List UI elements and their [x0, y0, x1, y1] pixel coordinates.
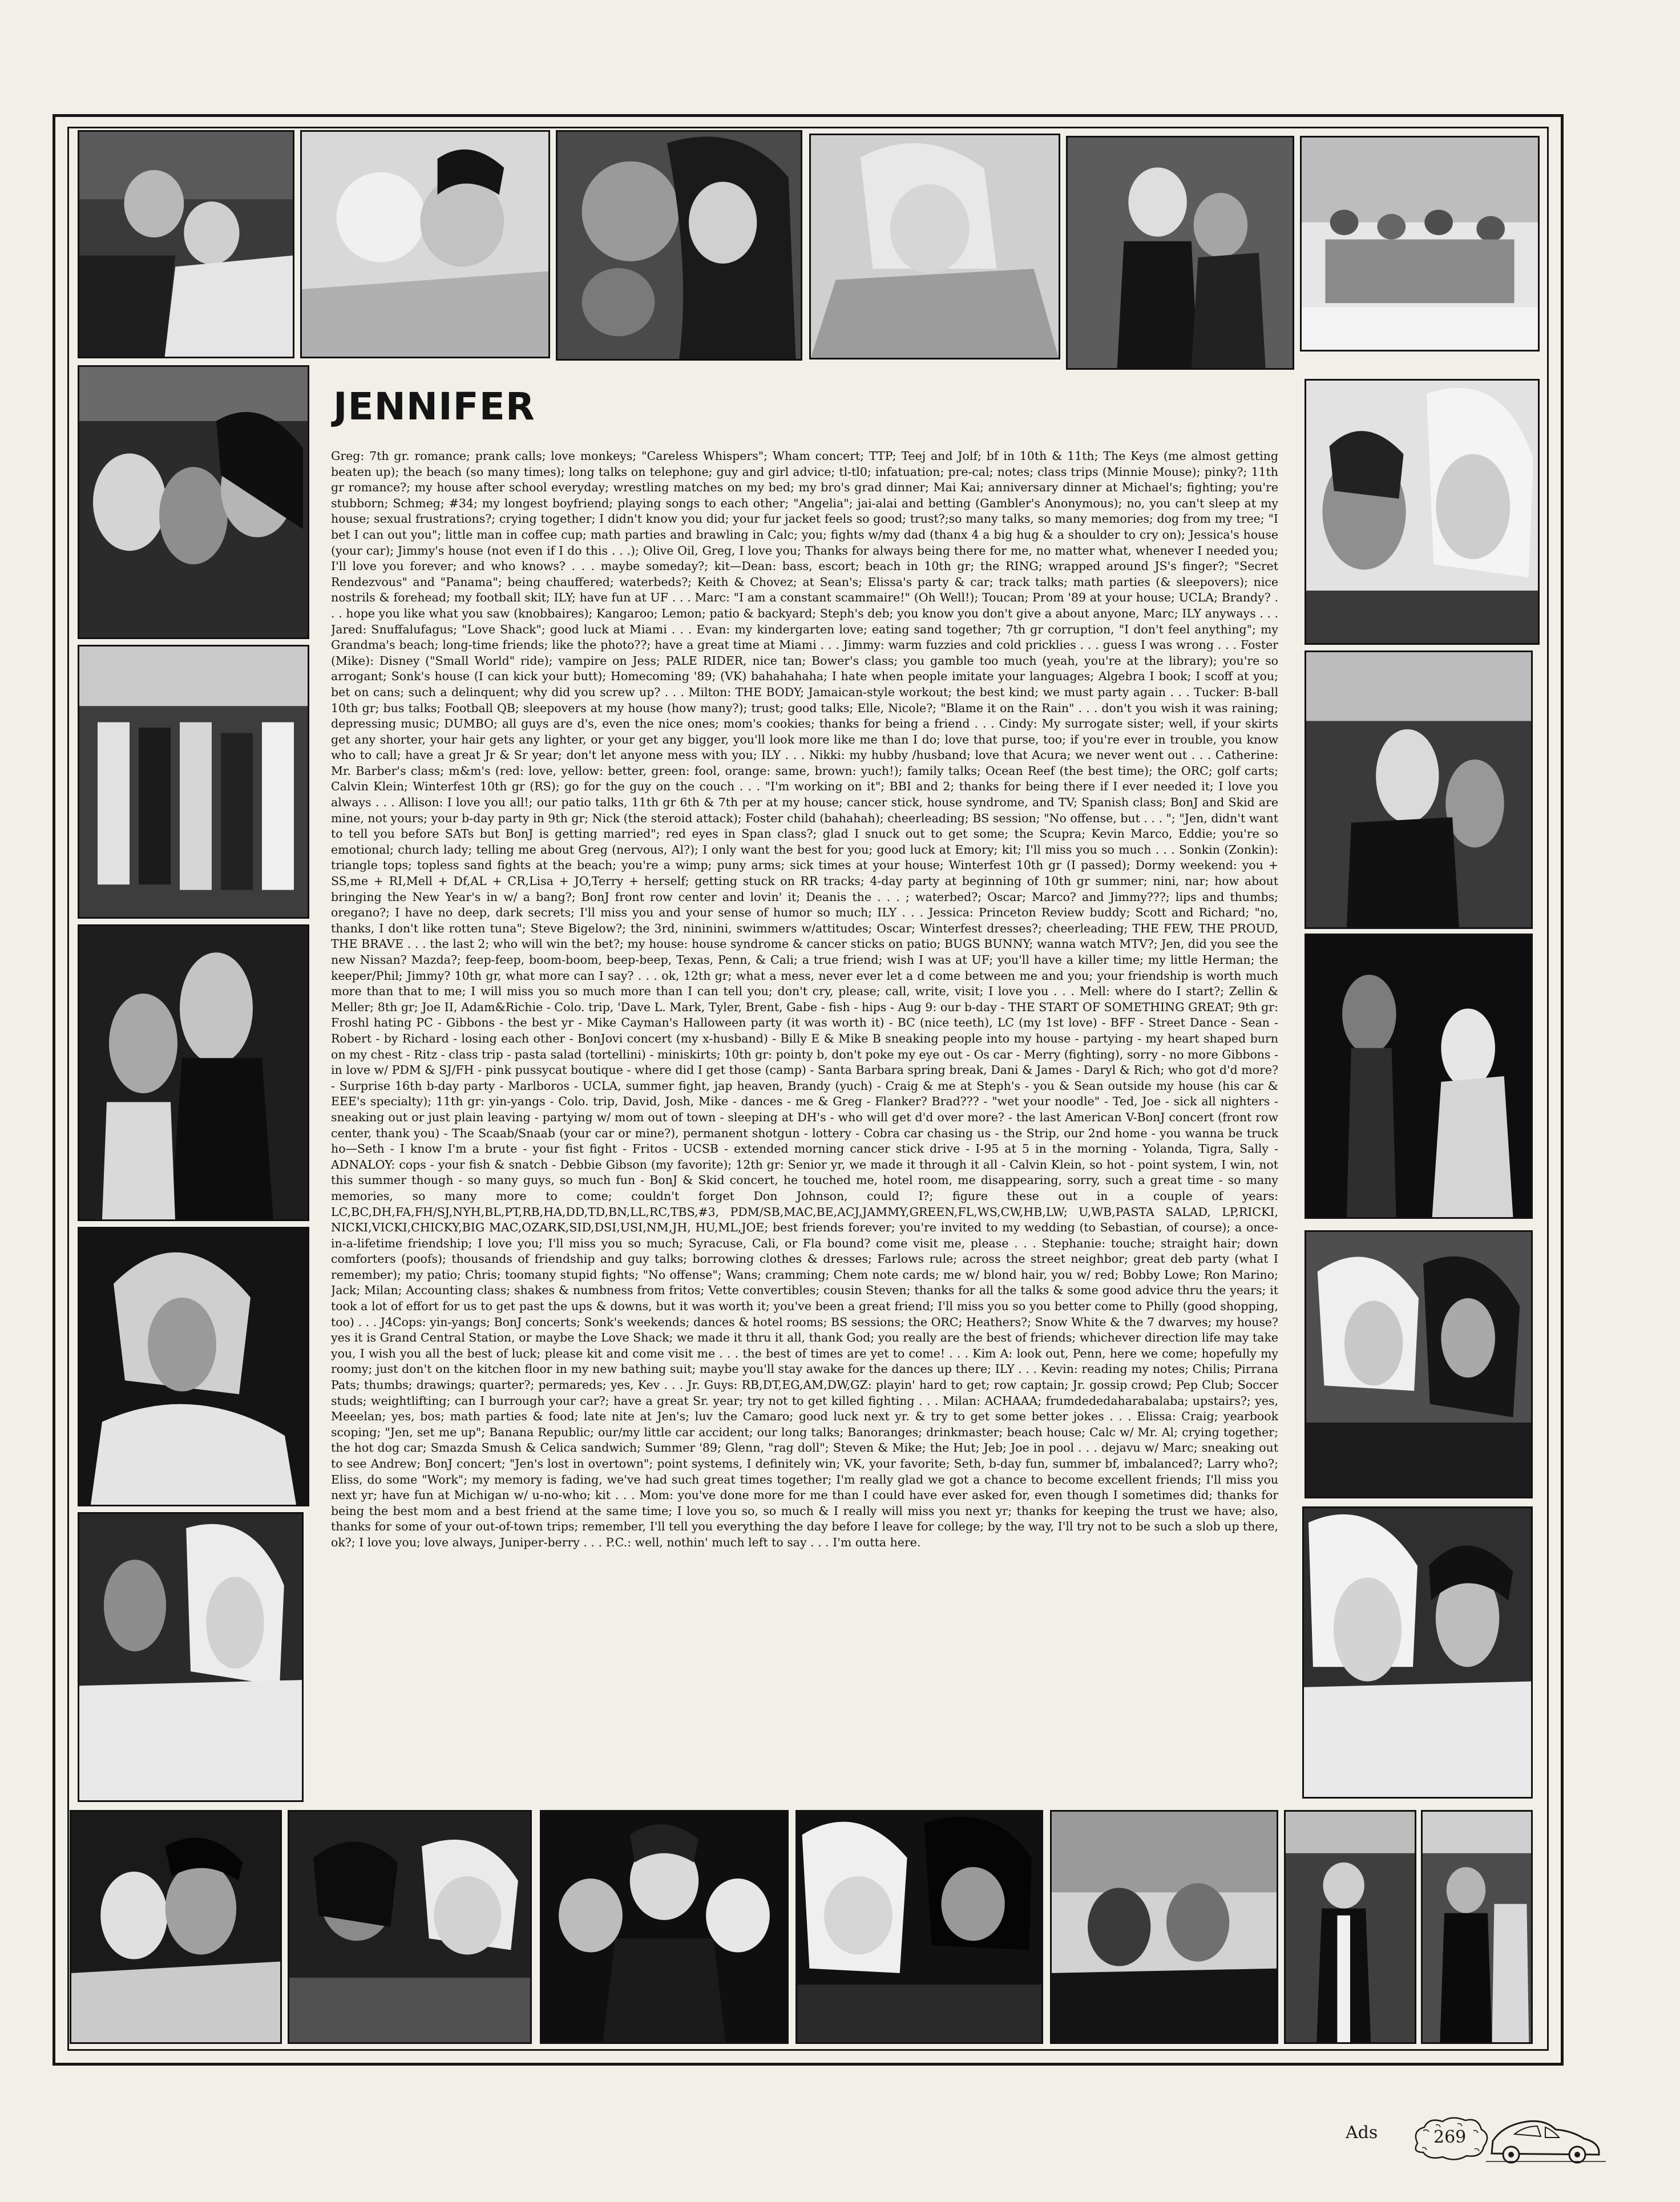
- photo-bottom-3: [540, 1810, 789, 2044]
- photo-left-2: [78, 645, 309, 919]
- photo-left-3: [78, 924, 309, 1221]
- photo-top-2: [300, 130, 550, 358]
- photo-bottom-7: [1421, 1810, 1533, 2044]
- photo-bottom-1: [70, 1810, 282, 2044]
- photo-right-4: [1305, 1230, 1533, 1498]
- photo-top-5: [1066, 136, 1294, 370]
- photo-left-4: [78, 1227, 309, 1506]
- photo-top-4: [809, 134, 1060, 359]
- page-number: 269: [1433, 2127, 1467, 2147]
- photo-top-1: [78, 130, 294, 358]
- photo-left-1: [78, 365, 309, 639]
- page-title: JENNIFER: [333, 388, 535, 429]
- photo-right-1: [1305, 379, 1540, 645]
- photo-top-6: [1300, 136, 1540, 351]
- photo-bottom-6: [1284, 1810, 1416, 2044]
- section-label: Ads: [1346, 2123, 1378, 2143]
- photo-bottom-4: [795, 1810, 1043, 2044]
- photo-bottom-5: [1050, 1810, 1278, 2044]
- photo-right-3: [1305, 934, 1533, 1219]
- photo-right-5: [1302, 1506, 1533, 1799]
- dedication-text-block: [331, 388, 1278, 1780]
- photo-bottom-2: [288, 1810, 532, 2044]
- dedication-body: Greg: 7th gr. romance; prank calls; love monkeys; "Careless Whispers"; Wham concert; TTP; Teej and Jolf; bf in 10th & 11th; The Keys (me almost getting beaten up); the beach (so many times); long talks on telephone; guy and girl advice; tl-tl0; infatuation; pre-cal; notes; class trips (Minnie Mouse); pinky?; 11th gr romance?; my house after school everyday; wrestling matches on my bed; my bro's grad dinner; Mai Kai; anniversary dinner at Michael's; fighting; you're stubborn; Schmeg; #34; my longest boyfriend; playing songs to each other; "Angelia"; jai-alai and betting (Gambler's Anonymous); no, you can't sleep at my house; sexual frustrations?; crying together; I didn't know you did; your fur jacket feels so good; trust?;so many talks, so many memories; dog from my tree; "I bet I can out you"; little man in coffee cup; math parties and brawling in Calc; you; fights w/my dad (thanx 4 a big hug & a shoulder to cry on); Jessica's house (your car); Jimmy's house (not even if I do this . . .); Olive Oil, Greg, I love you; Thanks for always being there for me, no matter what, whenever I needed you; I'll love you forever; and who knows? . . . maybe someday?; kit—Dean: bass, escort; beach in 10th gr; the RING; wrapped around JS's finger?; "Secret Rendezvous" and "Panama"; being chauffered; waterbeds?; Keith & Chovez; at Sean's; Elissa's party & car; track talks; math parties (& sleepovers); nice nostrils & forehead; my football skit; ILY; have fun at UF . . . Marc: "I am a constant scammaire!" (Oh Well!); Toucan; Prom '89 at your house; UCLA; Brandy? . . . hope you like what you saw (knobbaires); Kangaroo; Lemon; patio & backyard; Steph's deb; you know you don't give a about anyone, Marc; ILY anyways . . . Jared: Snuffalufagus; "Love Shack"; good luck at Miami . . . Evan: my kindergarten love; eating sand together; 7th gr corruption, "I don't feel anything"; my Grandma's beach; long-time friends; like the photo??; have a great time at Miami . . . Jimmy: warm fuzzies and cold pricklies . . . guess I was wrong . . . Foster (Mike): Disney ("Small World" ride); vampire on Jess; PALE RIDER, nice tan; Bower's class; you gamble too much (yeah, you're at the library); you're so arrogant; Sonk's house (I can kick your butt); Homecoming '89; (VK) bahahahaha; I hate when people imitate your languages; Algebra I book; I scoff at you; bet on cans; such a delinquent; why did you screw up? . . . Milton: THE BODY; Jamaican-style workout; the best kind; we must party again . . . Tucker: B-ball 10th gr; bus talks; Football QB; sleepovers at my house (how many?); trust; good talks; Elle, Nicole?; "Blame it on the Rain" . . . don't you wish it was raining; depressing music; DUMBO; all guys are d's, even the nice ones; mom's cookies; thanks for being a friend . . . Cindy: My surrogate sister; well, if your skirts get any shorter, your hair gets any lighter, or your get any bigger, you'll look more like me than I do; love that purse, too; if you're ever in trouble, you know who to call; have a great Jr & Sr year; don't let anyone mess with you; ILY . . . Nikki: my hubby /husband; love that Acura; we never went out . . . Catherine: Mr. Barber's class; m&m's (red: love, yellow: better, green: fool, orange: same, brown: yuch!); family talks; Ocean Reef (the best time); the ORC; golf carts; Calvin Klein; Winterfest 10th gr (RS); go for the guy on the couch . . . "I'm working on it"; BBI and 2; thanks for being there if I ever needed it; I love you always . . . Allison: I love you all!; our patio talks, 11th gr 6th & 7th per at my house; cancer stick, house syndrome, and TV; Spanish class; BonJ and Skid are mine, not yours; your b-day party in 9th gr; Nick (the steroid attack); Foster child (bahahah); cheerleading; BS session; "No offense, but . . . "; "Jen, didn't want to tell you before SATs but BonJ is getting married"; red eyes in Span class?; glad I snuck out to get some; the Scupra; Kevin Marco, Eddie; you're so emotional; church lady; telling me about Greg (nervous, Al?); I only want the best for you; good luck at Emory; kit; I'll miss you so much . . . Sonkin (Zonkin): triangle tops; topless sand fights at the beach; you're a wimp; puny arms; sick times at your house; Winterfest 10th gr (I passed); Dormy weekend: you + SS,me + RI,Mell + Df,AL + CR,Lisa + JO,Terry + herself; getting stuck on RR tracks; 4-day party at beginning of 10th gr summer; nini, nar; how about bringing the New Year's in w/ a bang?; BonJ front row center and lovin' it; Deanis the . . . ; waterbed?; Oscar; Marco? and Jimmy???; lips and thumbs; oregano?; I have no deep, dark secrets; I'll miss you and your sense of humor so much; ILY . . . Jessica: Princeton Review buddy; Scott and Richard; "no, thanks, I don't like rotten tuna"; Steve Bigelow?; the 3rd, nininini, swimmers w/attitudes; Oscar; Winterfest dresses?; cheerleading; THE FEW, THE PROUD, THE BRAVE . . . the last 2; who will win the bet?; my house: house syndrome & cancer sticks on patio; BUGS BUNNY; wanna watch MTV?; Jen, did you see the new Nissan? Mazda?; feep-feep, boom-boom, beep-beep, Texas, Penn, & Cali; a true friend; wish I was at UF; you'll have a killer time; my little Herman; the keeper/Phil; Jimmy? 10th gr, what more can I say? . . . ok, 12th gr; what a mess, never ever let a d come between me and you; your friendship is worth much more than that to me; I will miss you so much more than I can tell you; don't cry, please; call, write, visit; I love you . . . Mell: where do I start?; Zellin & Meller; 8th gr; Joe II, Adam&Richie - Colo. trip, 'Dave L. Mark, Tyler, Brent, Gabe - fish - hips - Aug 9: our b-day - THE START OF SOMETHING GREAT; 9th gr: Froshl hating PC - Gibbons - the best yr - Mike Cayman's Halloween party (it was worth it) - BC (nice teeth), LC (my 1st love) - BFF - Street Dance - Sean - Robert - by Richard - losing each other - BonJovi concert (my x-husband) - Billy E & Mike B sneaking people into my house - partying - my heart shaped burn on my chest - Ritz - class trip - pasta salad (tortellini) - miniskirts; 10th gr: pointy b, don't poke my eye out - Os car - Merry (fighting), sorry - no more Gibbons - in love w/ PDM & SJ/FH - pink pussycat boutique - where did I get those (camp) - Santa Barbara spring break, Dani & James - Daryl & Rich; who got d'd more? - Surprise 16th b-day party - Marlboros - UCLA, summer fight, jap heaven, Brandy (yuch) - Craig & me at Steph's - you & Sean outside my house (his car & EEE's specialty); 11th gr: yin-yangs - Colo. trip, David, Josh, Mike - dances - me & Greg - Flanker? Brad??? - "wet your noodle" - Ted, Joe - sick all nighters - sneaking out or just plain leaving - partying w/ mom out of town - sleeping at DH's - who will get d'd over more? - the last American V-BonJ concert (front row center, thank you) - The Scaab/Snaab (your car or mine?), permanent shotgun - lottery - Cobra car chasing us - the Strip, our 2nd home - you wanna be truck ho—Seth - I know I'm a brute - your fist fight - Fritos - UCSB - extended morning cancer stick drive - I-95 at 5 in the morning - Yolanda, Tigra, Sally - ADNALOY: cops - your fish & snatch - Debbie Gibson (my favorite); 12th gr: Senior yr, we made it through it all - Calvin Klein, so hot - point system, I win, not this summer though - so many guys, so much fun - BonJ & Skid concert, he touched me, hotel room, me disappearing, sorry, such a great time - so many memories, so many more to come; couldn't forget Don Johnson, could I?; figure these out in a couple of years: LC,BC,DH,FA,FH/SJ,NYH,BL,PT,RB,HA,DD,TD,BN,LL,RC,TBS,#3, PDM/SB,MAC,BE,ACJ,JAMMY,GREEN,FL,WS,CW,HB,LW; U,WB,PASTA SALAD, LP,RICKI, NICKI,VICKI,CHICKY,BIG MAC,OZARK,SID,DSI,USI,NM,JH, HU,ML,JOE; best friends forever; you're invited to my wedding (to Sebastian, of course); a once-in-a-lifetime friendship; I love you; I'll miss you so much; Syracuse, Cali, or Fla bound? come visit me, please . . . Stephanie: touche; straight hair; down comforters (poofs); thousands of friendship and guy talks; borrowing clothes & dresses; Farlows rule; across the street neighbor; great deb party (what I remember); my patio; Chris; toomany stupid fights; "No offense"; Wans; cramming; Chem note cards; me w/ blond hair, you w/ red; Bobby Lowe; Ron Marino; Jack; Milan; Accounting class; shakes & numbness from fritos; Vette convertibles; cousin Steven; thanks for all the talks & some good advice thru the years; it took a lot of effort for us to get past the ups & downs, but it was worth it; you've been a great friend; I'll miss you so you better come to Philly (good shopping, too) . . . J4Cops: yin-yangs; BonJ concerts; Sonk's weekends; dances & hotel rooms; BS sessions; the ORC; Heathers?; Snow White & the 7 dwarves; my house? yes it is Grand Central Station, or maybe the Love Shack; we made it thru it all, thank God; you really are the best of friends; whichever direction life may take you, I wish you all the best of luck; please kit and come visit me . . . the best of times are yet to come! . . . Kim A: look out, Penn, here we come; hopefully my roomy; just don't on the kitchen floor in my new bathing suit; maybe you'll stay awake for the dances up there; ILY . . . Kevin: reading my notes; Chilis; Pirrana Pats; thumbs; drawings; quarter?; permareds; yes, Kev . . . Jr. Guys: RB,DT,EG,AM,DW,GZ: playin' hard to get; row captain; Jr. gossip crowd; Pep Club; Soccer studs; weightlifting; can I burrough your car?; have a great Sr. year; try not to get killed fighting . . . Milan: ACHAAA; frumdededaharabalaba; upstairs?; yes, Meeelan; yes, bos; math parties & food; late nite at Jen's; luv the Camaro; good luck next yr. & try to get some better jokes . . . Elissa: Craig; yearbook scoping; "Jen, set me up"; Banana Republic; our/my little car accident; our long talks; Banoranges; drinkmaster; beach house; Calc w/ Mr. Al; crying together; the hot dog car; Smazda Smush & Celica sandwich; Summer '89; Glenn, "rag doll"; Steven & Mike; the Hut; Jeb; Joe in pool . . . dejavu w/ Marc; sneaking out to see Andrew; BonJ concert; "Jen's lost in overtown"; point systems, I definitely win; VK, your favorite; Seth, b-day fun, summer bf, imbalanced?; Larry who?; Eliss, do some "Work"; my memory is fading, we've had such great times together; I'm really glad we got a chance to become excellent friends; I'll miss you next yr; have fun at Michigan w/ u-no-who; kit . . . Mom: you've done more for me than I could have ever asked for, even though I sometimes did; thanks for being the best mom and a best friend at the same time; I love you so, so much & I really will miss you next yr; thanks for keeping the trust we have; also, thanks for some of your out-of-town trips; remember, I'll tell you everything the day before I leave for college; by the way, I'll try not to be such a slob up there, ok?; I love you; love always, Juniper-berry . . . P.C.: well, nothin' much left to say . . . I'm outta here.: [331, 449, 1278, 1549]
- photo-right-2: [1305, 651, 1533, 929]
- photo-left-5: [78, 1512, 304, 1802]
- photo-top-3: [556, 130, 802, 361]
- page-footer: [1346, 2114, 1614, 2165]
